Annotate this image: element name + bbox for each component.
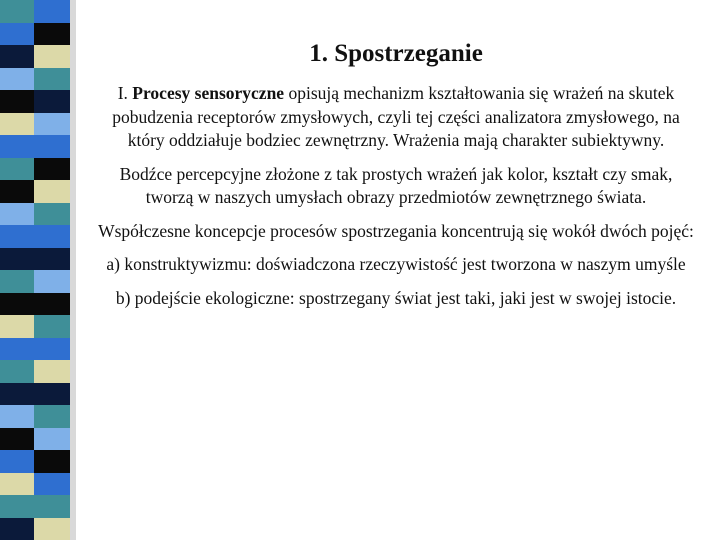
strip-block: [0, 450, 34, 473]
strip-block: [0, 338, 34, 361]
strip-block: [34, 473, 70, 496]
strip-block: [0, 428, 34, 451]
strip-block: [0, 158, 34, 181]
strip-block: [0, 495, 34, 518]
strip-block: [0, 23, 34, 46]
strip-block: [0, 315, 34, 338]
paragraph-sensory-processes: [96, 82, 696, 153]
paragraph-prefix: I.: [117, 83, 133, 103]
strip-column-b: [34, 0, 70, 540]
strip-block: [34, 518, 70, 540]
strip-block: [34, 180, 70, 203]
paragraph-modern-concepts: Współczesne koncepcje procesów spostrzegania koncentrują się wokół dwóch pojęć:: [98, 220, 694, 241]
strip-block: [0, 360, 34, 383]
strip-block: [34, 450, 70, 473]
strip-block: [34, 203, 70, 226]
strip-block: [0, 0, 34, 23]
paragraph-ecological-approach: b) podejście ekologiczne: spostrzegany świat jest taki, jaki jest w swojej istocie.: [115, 287, 677, 308]
strip-block: [34, 495, 70, 518]
strip-block: [34, 135, 70, 158]
strip-block: [34, 428, 70, 451]
strip-block: [0, 518, 34, 540]
slide-content: [96, 40, 696, 320]
strip-block: [34, 90, 70, 113]
strip-block: [34, 270, 70, 293]
paragraph-constructivism: a) konstruktywizmu: doświadczona rzeczywistość jest tworzona w naszym umyśle: [106, 254, 686, 274]
strip-block: [34, 293, 70, 316]
strip-block: [34, 405, 70, 428]
strip-block: [34, 68, 70, 91]
strip-block: [34, 158, 70, 181]
strip-block: [0, 45, 34, 68]
strip-block: [0, 203, 34, 226]
strip-column-a: [0, 0, 34, 540]
strip-block: [34, 45, 70, 68]
strip-block: [0, 180, 34, 203]
strip-block: [0, 248, 34, 271]
paragraph-perceptual-stimuli: Bodźce percepcyjne złożone z tak prostych wrażeń jak kolor, kształt czy smak, tworzą w naszych umysłach obrazy przedmiotów zewnętrznego świata.: [119, 163, 673, 207]
strip-block: [0, 225, 34, 248]
slide-title: 1. Spostrzeganie: [309, 40, 483, 67]
strip-block: [0, 473, 34, 496]
strip-block: [0, 68, 34, 91]
strip-block: [34, 23, 70, 46]
strip-block: [34, 113, 70, 136]
strip-block: [34, 360, 70, 383]
strip-edge: [70, 0, 76, 540]
strip-block: [0, 270, 34, 293]
paragraph-sensory-processes-text: opisują mechanizm kształtowania się wrażeń na skutek pobudzenia receptorów zmysłowych, czyli tej części analizatora zmysłowego, na który oddziałuje bodziec zewnętrzny. Wrażenia mają charakter subiektywny.: [112, 83, 680, 150]
strip-block: [0, 383, 34, 406]
strip-block: [0, 113, 34, 136]
strip-block: [34, 315, 70, 338]
strip-block: [0, 405, 34, 428]
strip-block: [34, 383, 70, 406]
decorative-side-strip: [0, 0, 76, 540]
strip-block: [34, 225, 70, 248]
strip-block: [34, 248, 70, 271]
strip-block: [0, 293, 34, 316]
strip-block: [34, 0, 70, 23]
term-sensory-processes: Procesy sensoryczne: [132, 83, 285, 103]
strip-block: [0, 90, 34, 113]
strip-block: [34, 338, 70, 361]
strip-block: [0, 135, 34, 158]
